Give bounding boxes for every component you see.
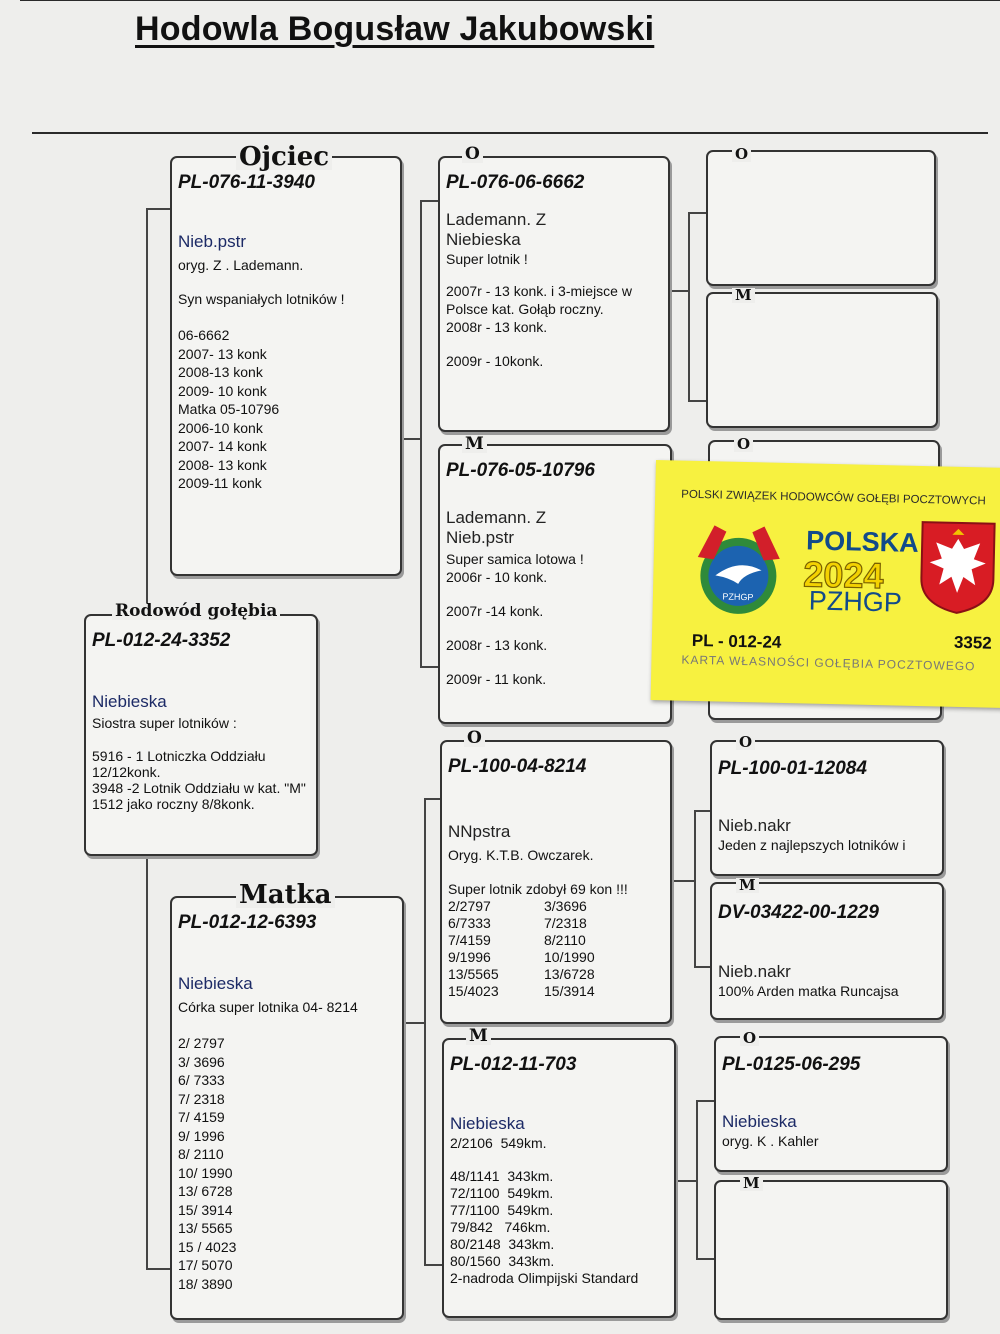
fm-note: Super samica lotowa ! xyxy=(446,551,584,567)
result-line: 17/ 5070 xyxy=(178,1257,233,1273)
connector xyxy=(688,400,706,402)
mff-note: Jeden z najlepszych lotników i xyxy=(718,837,906,853)
subject-box xyxy=(84,614,318,856)
subject-ring: PL-012-24-3352 xyxy=(92,630,231,651)
result-line: 72/1100 549km. xyxy=(450,1185,554,1201)
result-line: 3/ 3696 xyxy=(178,1053,225,1070)
card-year: 2024 xyxy=(802,553,884,597)
mother-box xyxy=(170,896,404,1320)
mfm-color: Nieb.nakr xyxy=(718,962,791,981)
connector xyxy=(696,1100,714,1102)
connector xyxy=(424,1264,442,1266)
connector xyxy=(696,1100,698,1260)
result-line: 2/ 2797 xyxy=(178,1035,225,1051)
result-line: 2009- 10 konk xyxy=(178,382,267,399)
connector xyxy=(420,200,440,202)
mf-ring: PL-100-04-8214 xyxy=(448,756,587,777)
result-pair: 9/1996 10/1990 xyxy=(448,949,595,965)
ff-ring: PL-076-06-6662 xyxy=(446,172,585,193)
fmf-label: O xyxy=(734,437,753,452)
ownership-card xyxy=(651,460,1000,708)
mm-label: M xyxy=(466,1028,491,1045)
card-serial: 3352 xyxy=(953,632,992,653)
connector xyxy=(688,212,690,402)
ff-results-2: 2009r - 10konk. xyxy=(446,353,544,369)
mother-results xyxy=(178,1034,396,1293)
mf-label: O xyxy=(464,730,485,747)
result-line: 2009-11 konk xyxy=(178,475,262,491)
result-line: 8/ 2110 xyxy=(178,1146,224,1162)
granddam-maternal-box xyxy=(442,1038,676,1318)
card-ring-number: PL - 012-24 xyxy=(691,630,782,652)
result-line: Matka 05-10796 xyxy=(178,401,280,417)
result-line: 80/1560 343km. xyxy=(450,1253,555,1269)
fm-label: M xyxy=(462,436,487,453)
eagle-emblem-icon xyxy=(917,518,999,616)
result-line: 18/ 3890 xyxy=(178,1275,233,1292)
ffm-box xyxy=(706,292,938,428)
mfm-note: 100% Arden matka Runcajsa xyxy=(718,983,899,999)
mother-color: Niebieska xyxy=(178,974,253,993)
result-line: 77/1100 549km. xyxy=(450,1202,554,1218)
father-ring: PL-076-11-3940 xyxy=(178,172,315,193)
mmf-ring: PL-0125-06-295 xyxy=(722,1054,861,1075)
connector xyxy=(146,1268,172,1270)
card-owner-caption: KARTA WŁASNOŚCI GOŁĘBIA POCZTOWEGO xyxy=(681,652,976,674)
connector xyxy=(400,438,420,440)
result-pair: 13/5565 13/6728 xyxy=(448,966,595,982)
mff-box xyxy=(710,740,944,876)
fff-box xyxy=(706,150,936,286)
result-line: 2008- 13 konk xyxy=(178,456,267,473)
granddam-paternal-box xyxy=(438,444,672,724)
ff-breeder: Lademann. Z xyxy=(446,210,547,229)
father-label: Ojciec xyxy=(236,144,332,170)
mmf-label: O xyxy=(740,1031,759,1046)
result-line: 13/ 5565 xyxy=(178,1220,233,1236)
grandsire-maternal-box xyxy=(440,740,672,1024)
fm-result: 2008r - 13 konk. xyxy=(446,637,548,653)
father-results xyxy=(178,326,394,493)
connector xyxy=(420,666,440,668)
pzhgp-logo-icon xyxy=(682,517,794,619)
mff-ring: PL-100-01-12084 xyxy=(718,758,867,779)
result-line: 10/ 1990 xyxy=(178,1164,233,1181)
result-pair: 2/2797 3/3696 xyxy=(448,898,587,914)
fm-result: 2006r - 10 konk. xyxy=(446,569,548,585)
mff-color: Nieb.nakr xyxy=(718,816,791,835)
result-line: 79/842 746km. xyxy=(450,1219,551,1235)
connector xyxy=(668,290,688,292)
mm-first: 2/2106 549km. xyxy=(450,1135,547,1151)
result-line: 6/ 7333 xyxy=(178,1072,225,1088)
mfm-ring: DV-03422-00-1229 xyxy=(718,902,879,923)
result-line: 2006-10 konk xyxy=(178,419,263,436)
logo-text: PZHGP xyxy=(722,591,754,603)
connector xyxy=(670,880,694,882)
result-line: 15/ 3914 xyxy=(178,1201,233,1218)
mmf-color: Niebieska xyxy=(722,1112,797,1131)
result-pair: 15/4023 15/3914 xyxy=(448,983,595,999)
ff-label: O xyxy=(462,146,483,163)
mf-origin: Oryg. K.T.B. Owczarek. xyxy=(448,847,594,863)
subject-note: Siostra super lotników : xyxy=(92,715,237,731)
connector xyxy=(420,200,422,666)
card-org: PZHGP xyxy=(808,585,903,618)
mm-color: Niebieska xyxy=(450,1114,525,1133)
ff-note: Super lotnik ! xyxy=(446,251,528,267)
mm-results xyxy=(450,1168,668,1287)
connector xyxy=(146,852,148,1270)
result-line: 7/ 2318 xyxy=(178,1090,225,1107)
result-line: 9/ 1996 xyxy=(178,1127,225,1144)
page-title: Hodowla Bogusław Jakubowski xyxy=(135,10,655,48)
result-line: 2-nadroda Olimpijski Standard xyxy=(450,1270,639,1286)
father-note: Syn wspaniałych lotników ! xyxy=(178,291,345,307)
mfm-label: M xyxy=(736,878,759,893)
card-country: POLSKA xyxy=(805,525,920,558)
connector xyxy=(676,1180,696,1182)
header-rule xyxy=(32,132,988,134)
subject-label: Rodowód gołębia xyxy=(112,603,280,620)
mmm-box xyxy=(714,1180,948,1320)
father-color: Nieb.pstr xyxy=(178,232,247,251)
connector xyxy=(146,208,148,608)
connector xyxy=(696,1258,714,1260)
mfm-box xyxy=(710,882,944,1020)
mmm-label: M xyxy=(740,1176,763,1191)
connector xyxy=(688,212,706,214)
mmf-note: oryg. K . Kahler xyxy=(722,1133,819,1149)
fm-ring: PL-076-05-10796 xyxy=(446,460,595,481)
result-line: 2007- 13 konk xyxy=(178,345,267,362)
result-line: 80/2148 343km. xyxy=(450,1236,555,1252)
mmf-box xyxy=(714,1036,948,1172)
fm-color: Nieb.pstr xyxy=(446,528,515,547)
result-line: 06-6662 xyxy=(178,327,230,343)
result-line: 15 / 4023 xyxy=(178,1238,237,1255)
connector xyxy=(404,1022,424,1024)
mother-note: Córka super lotnika 04- 8214 xyxy=(178,999,358,1015)
ff-results: 2007r - 13 konk. i 3-miejsce w Polsce kat. Gołąb roczny. 2008r - 13 konk. xyxy=(446,283,632,335)
fm-result: 2009r - 11 konk. xyxy=(446,671,547,687)
ffm-label: M xyxy=(732,288,755,303)
mff-label: O xyxy=(736,735,755,750)
result-pair: 6/7333 7/2318 xyxy=(448,915,587,931)
card-association: POLSKI ZWIĄZEK HODOWCÓW GOŁĘBI POCZTOWYCH xyxy=(681,488,986,508)
mother-label: Matka xyxy=(236,882,335,908)
result-line: 7/ 4159 xyxy=(178,1109,225,1125)
mm-ring: PL-012-11-703 xyxy=(450,1054,577,1075)
result-line: 2008-13 konk xyxy=(178,364,263,380)
top-rule xyxy=(20,0,1000,1)
father-box xyxy=(170,156,402,576)
connector xyxy=(694,810,696,968)
ff-color: Niebieska xyxy=(446,230,521,249)
subject-line: 1512 jako roczny 8/8konk. xyxy=(92,796,255,812)
result-pair: 7/4159 8/2110 xyxy=(448,932,586,948)
grandsire-paternal-box xyxy=(438,156,670,432)
connector xyxy=(146,208,172,210)
fm-breeder: Lademann. Z xyxy=(446,508,547,527)
result-line: 13/ 6728 xyxy=(178,1183,233,1199)
mf-note: Super lotnik zdobył 69 kon !!! xyxy=(448,881,628,897)
mother-ring: PL-012-12-6393 xyxy=(178,912,317,933)
result-line: 48/1141 343km. xyxy=(450,1168,554,1184)
subject-line: 3948 -2 Lotnik Oddziału w kat. "M" xyxy=(92,780,306,796)
connector xyxy=(424,798,426,1264)
mf-color: NNpstra xyxy=(448,822,511,841)
fm-result: 2007r -14 konk. xyxy=(446,603,544,619)
subject-line: 5916 - 1 Lotniczka Oddziału 12/12konk. xyxy=(92,748,266,780)
fff-label: O xyxy=(732,147,751,162)
mf-results xyxy=(448,898,664,1000)
result-line: 2007- 14 konk xyxy=(178,438,267,454)
father-origin: oryg. Z . Lademann. xyxy=(178,257,304,273)
subject-color: Niebieska xyxy=(92,692,167,711)
